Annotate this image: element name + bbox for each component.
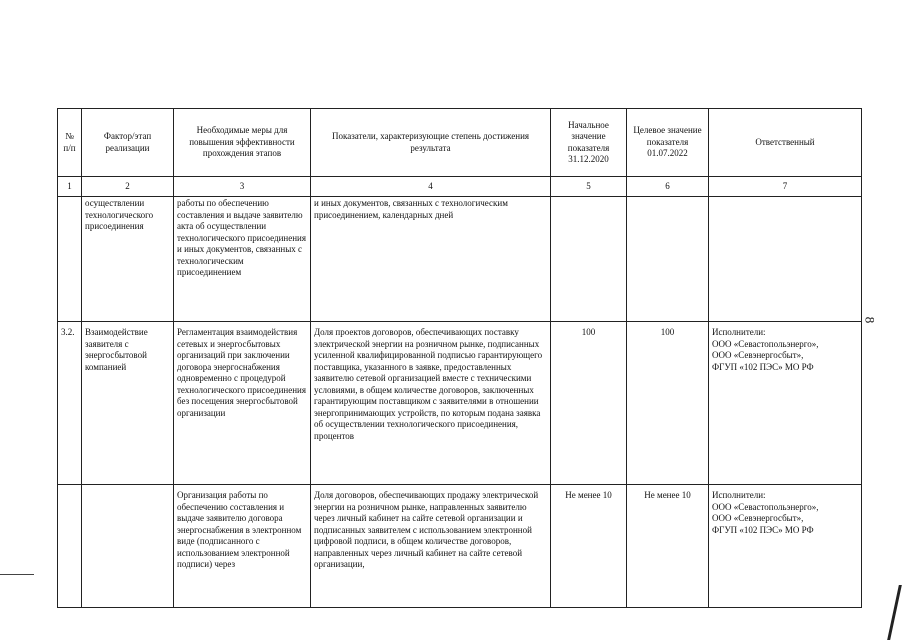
header-number: № п/п [58, 109, 82, 177]
measures-table [57, 108, 862, 608]
column-number: 3 [174, 177, 311, 197]
row-initial-value: 100 [551, 322, 627, 485]
column-number-row [58, 177, 862, 197]
page-number: 8 [862, 316, 878, 324]
header-target-value: Целевое значение показателя 01.07.2022 [627, 109, 709, 177]
row-indicators: Доля проектов договоров, обеспечивающих поставку электрической энергии на розничном рынке, подписанных усиленной квалифицированной подписью гарантирующего поставщика, указанного в заявке, предоставленных заявителю сетевой организацией вместе с техническими условиями, в общем количестве договоров, заключенных гарантирующим поставщиком с заявителями в отношении энергопринимающих устройств, по которым подана заявка об осуществлении технологического присоединения, процентов [311, 322, 551, 485]
header-measures: Необходимые меры для повышения эффективности прохождения этапов [174, 109, 311, 177]
scan-edge-mark [887, 585, 902, 640]
row-initial-value: Не менее 10 [551, 485, 627, 608]
row-number [58, 485, 82, 608]
row-factor: осуществлении технологического присоединения [82, 197, 174, 322]
column-number: 6 [627, 177, 709, 197]
column-number: 7 [709, 177, 862, 197]
row-factor [82, 485, 174, 608]
column-number: 2 [82, 177, 174, 197]
row-indicators: Доля договоров, обеспечивающих продажу электрической энергии на розничном рынке, направленных заявителю через личный кабинет на сайте сетевой организации и подписанных заявителем с использованием электронной цифровой подписи, в общем количестве договоров, направленных через личный кабинет на сайте сетевой организации, [311, 485, 551, 608]
row-initial-value [551, 197, 627, 322]
row-indicators: и иных документов, связанных с технологическим присоединением, календарных дней [311, 197, 551, 322]
header-factor: Фактор/этап реализации [82, 109, 174, 177]
row-number: 3.2. [58, 322, 82, 485]
row-responsible: Исполнители: ООО «Севастопольэнерго», ООО «Севэнергосбыт», ФГУП «102 ПЭС» МО РФ [709, 322, 862, 485]
row-target-value: Не менее 10 [627, 485, 709, 608]
row-target-value: 100 [627, 322, 709, 485]
column-number: 5 [551, 177, 627, 197]
table-row [58, 322, 862, 485]
header-indicators: Показатели, характеризующие степень достижения результата [311, 109, 551, 177]
row-factor: Взаимодействие заявителя с энергосбытовой компанией [82, 322, 174, 485]
row-measures: Регламентация взаимодействия сетевых и энергосбытовых организаций при заключении договора энергоснабжения одновременно с процедурой технологического присоединения без посещения энергосбытовой организации [174, 322, 311, 485]
header-responsible: Ответственный [709, 109, 862, 177]
row-responsible [709, 197, 862, 322]
column-number: 4 [311, 177, 551, 197]
table-row [58, 485, 862, 608]
table-row [58, 197, 862, 322]
row-measures: работы по обеспечению составления и выдаче заявителю акта об осуществлении технологического присоединения и иных документов, связанных с технологическим присоединением [174, 197, 311, 322]
row-target-value [627, 197, 709, 322]
row-measures: Организация работы по обеспечению составления и выдаче заявителю договора энергоснабжения в электронном виде (подписанного с использованием электронной подписи) через [174, 485, 311, 608]
header-initial-value: Начальное значение показателя 31.12.2020 [551, 109, 627, 177]
scan-artifact-line [0, 574, 34, 575]
row-responsible: Исполнители: ООО «Севастопольэнерго», ООО «Севэнергосбыт», ФГУП «102 ПЭС» МО РФ [709, 485, 862, 608]
table-header-row [58, 109, 862, 177]
column-number: 1 [58, 177, 82, 197]
row-number [58, 197, 82, 322]
